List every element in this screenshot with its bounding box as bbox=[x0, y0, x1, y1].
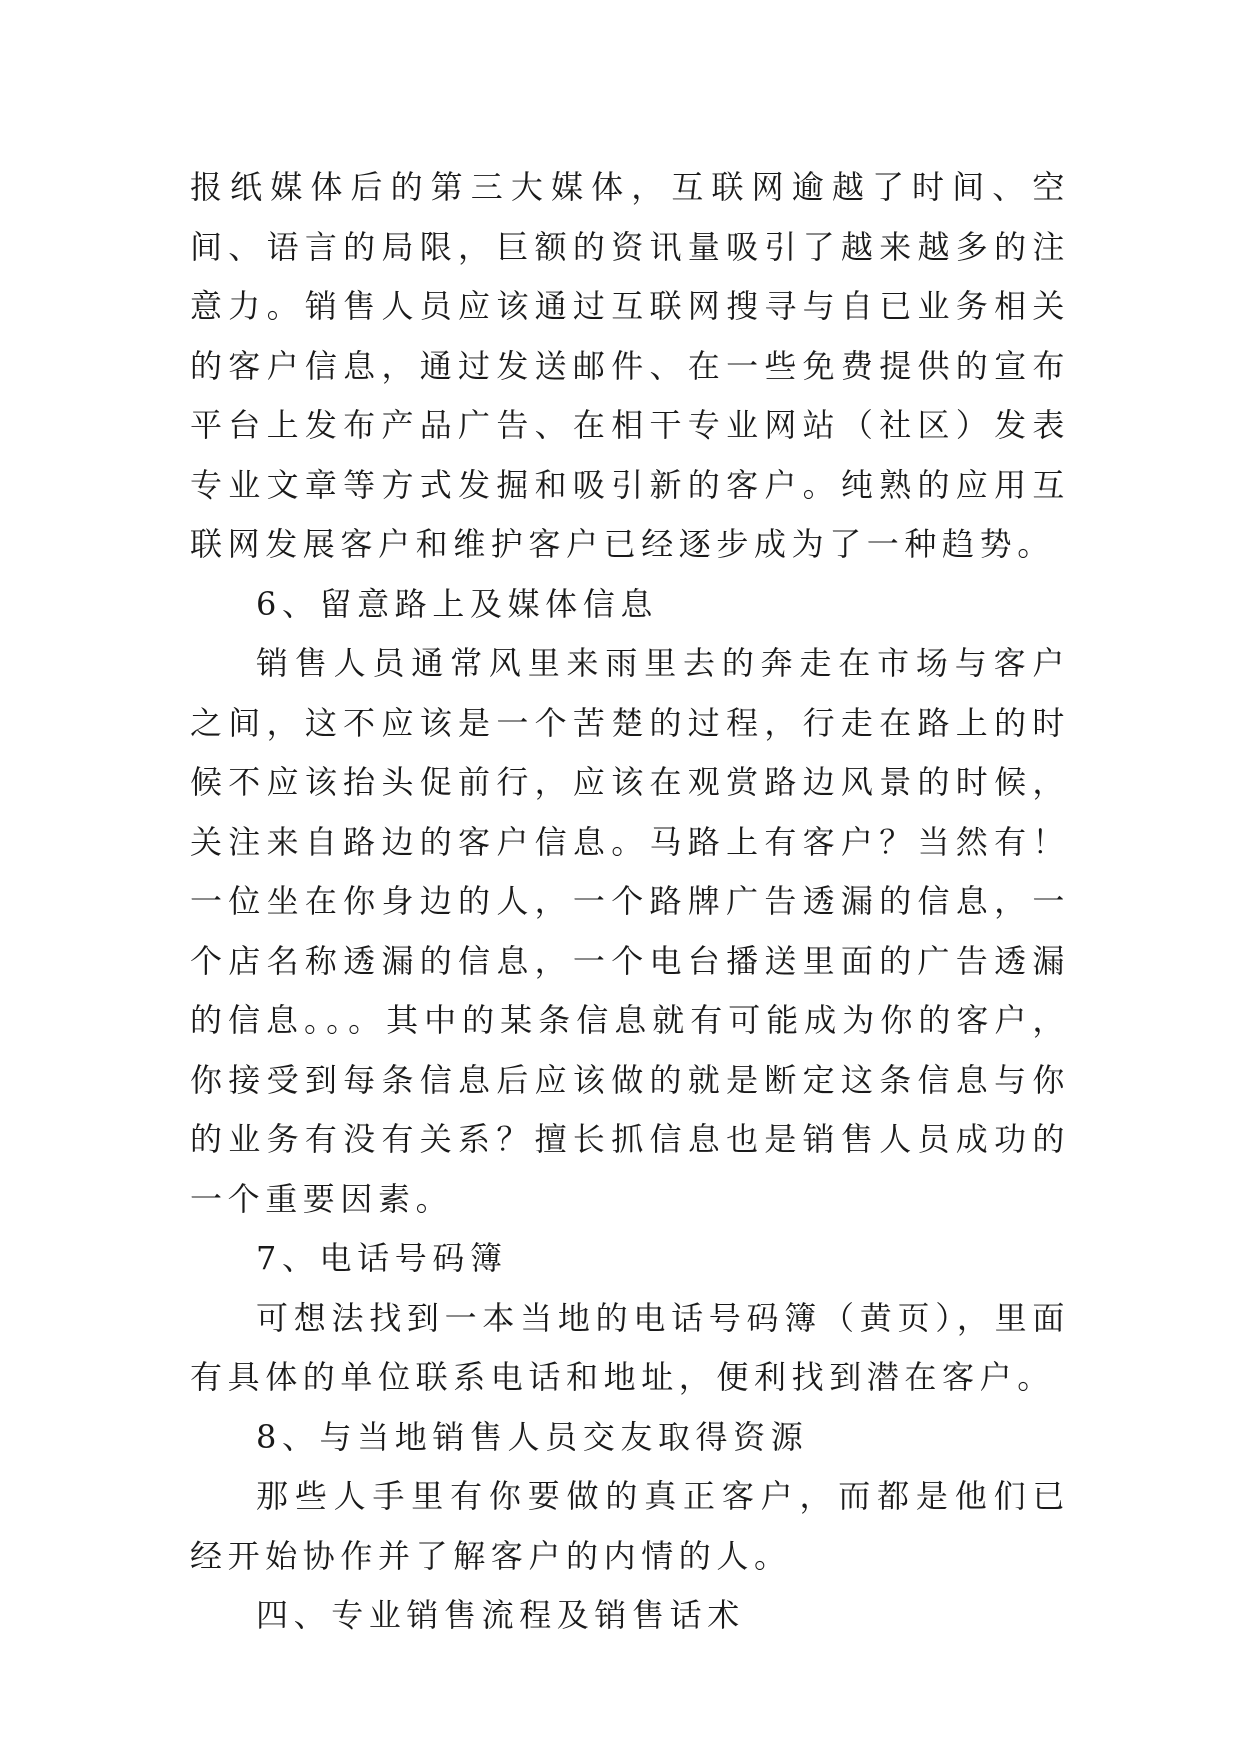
paragraph-road-media: 销售人员通常风里来雨里去的奔走在市场与客户之间，这不应该是一个苦楚的过程，行走在路上的时候不应该抬头促前行，应该在观赏路边风景的时候，关注来自路边的客户信息。马路上有客户？当然有！一位坐在你身边的人，一个路牌广告透漏的信息，一个店名称透漏的信息，一个电台播送里面的广告透漏的信息。。。其中的某条信息就有可能成为你的客户，你接受到每条信息后应该做的就是断定这条信息与你的业务有没有关系？擅长抓信息也是销售人员成功的一个重要因素。 bbox=[190, 644, 1070, 1218]
heading-sales-process: 四、专业销售流程及销售话术 bbox=[256, 1596, 745, 1634]
heading-phone-book: 7、电话号码簿 bbox=[256, 1239, 508, 1277]
heading-local-sales: 8、与当地销售人员交友取得资源 bbox=[256, 1417, 809, 1456]
paragraph-phone-book: 可想法找到一本当地的电话号码簿（黄页），里面有具体的单位联系电话和地址，便利找到潜在客户。 bbox=[190, 1298, 1070, 1396]
heading-road-media: 6、留意路上及媒体信息 bbox=[256, 584, 658, 623]
paragraph-internet: 报纸媒体后的第三大媒体，互联网逾越了时间、空间、语言的局限，巨额的资讯量吸引了越来越多的注意力。销售人员应该通过互联网搜寻与自已业务相关的客户信息，通过发送邮件、在一些免费提供的宣布平台上发布产品广告、在相干专业网站（社区）发表专业文章等方式发掘和吸引新的客户。纯熟的应用互联网发展客户和维护客户已经逐步成为了一种趋势。 bbox=[190, 168, 1070, 563]
paragraph-local-sales: 那些人手里有你要做的真正客户，而都是他们已经开始协作并了解客户的内情的人。 bbox=[190, 1477, 1070, 1575]
document-body bbox=[190, 158, 1070, 1646]
